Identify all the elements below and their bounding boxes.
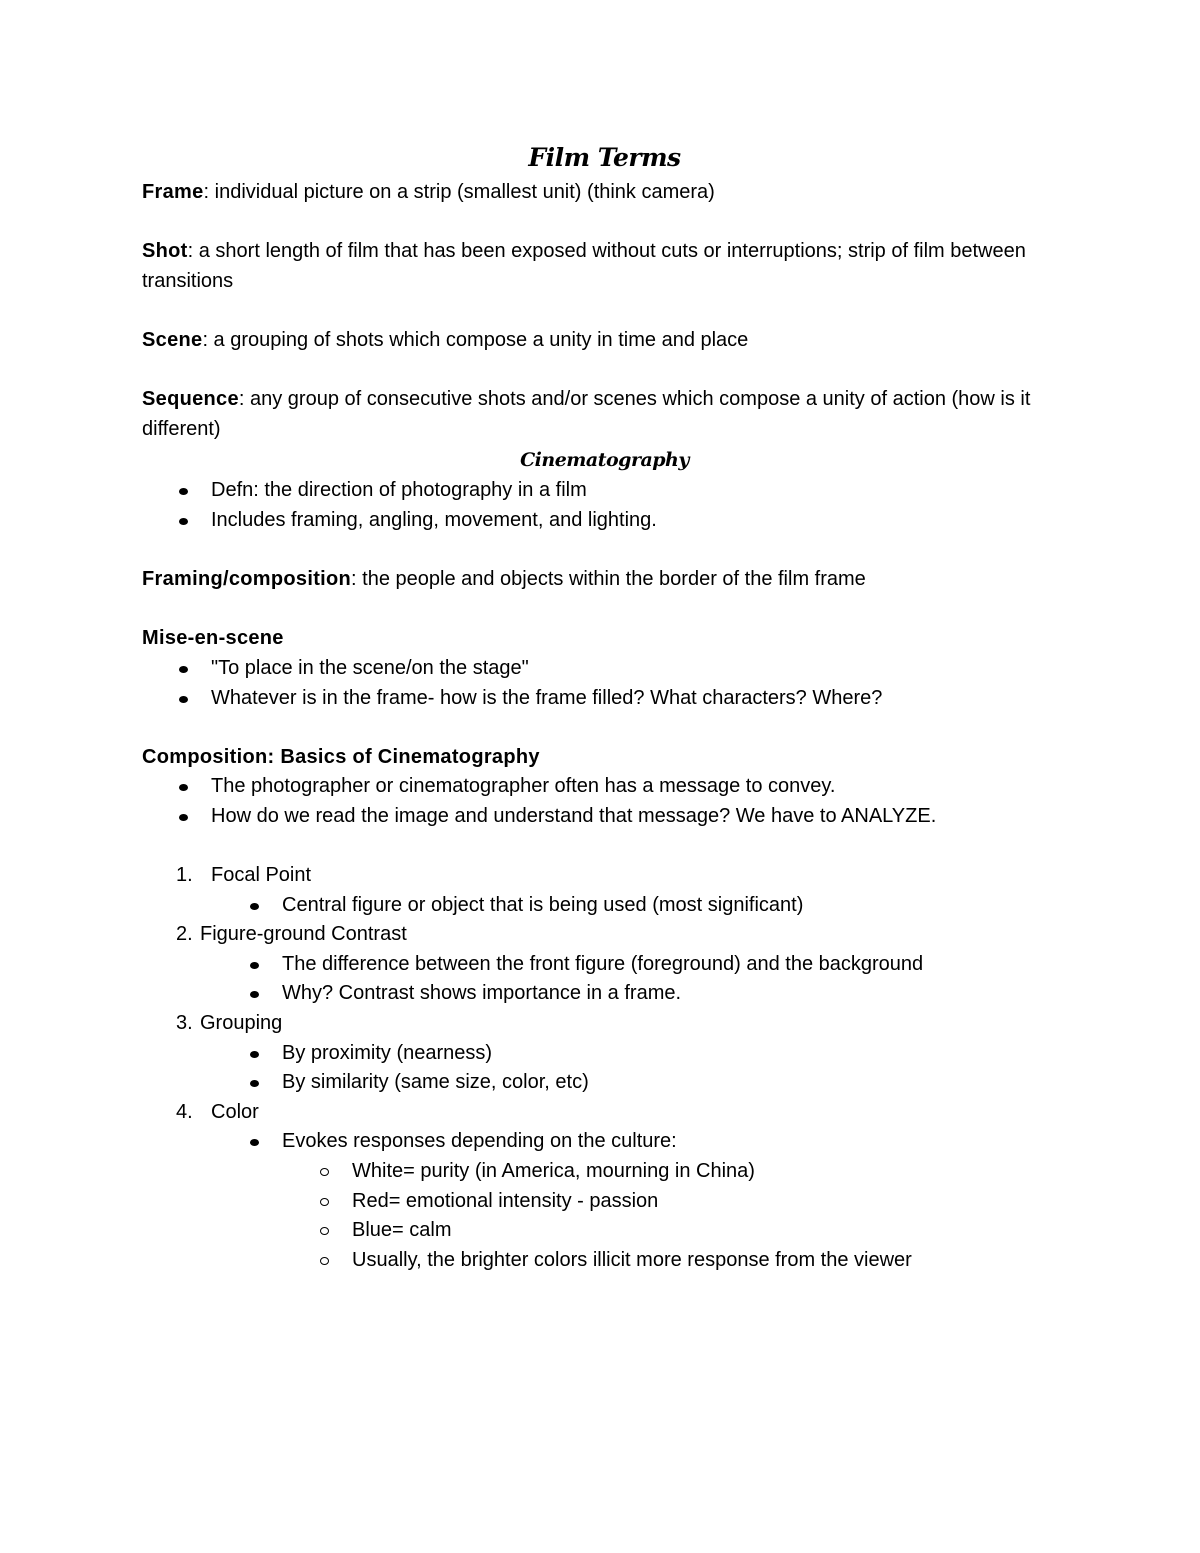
definition-text: : a grouping of shots which compose a unity in time and place: [202, 328, 749, 351]
definition-text: : any group of consecutive shots and/or scenes which compose a unity of action (how is it different): [142, 388, 1031, 440]
list-item: "To place in the scene/on the stage": [142, 654, 1067, 684]
section-heading-mise-en-scene: Mise-en-scene: [142, 627, 284, 650]
section-heading-composition: Composition: Basics of Cinematography: [142, 745, 540, 768]
cinematography-list: [142, 476, 1067, 535]
term: Frame: [142, 181, 204, 203]
definition-text: : individual picture on a strip (smallest unit) (think camera): [203, 181, 715, 203]
item-number: 1.: [176, 864, 193, 887]
definition-frame: [142, 178, 1067, 208]
definition-shot: [142, 237, 1067, 296]
list-item: Whatever is in the frame- how is the frame filled? What characters? Where?: [142, 684, 1067, 714]
term: Framing/composition: [142, 568, 352, 591]
term: Shot: [142, 240, 188, 263]
sub-list-item: Blue= calm: [142, 1216, 1067, 1246]
list-item: Evokes responses depending on the culture:: [142, 1127, 1067, 1157]
item-number: 4.: [176, 1100, 193, 1123]
composition-numbered-list: [142, 861, 1067, 1275]
item-label: Color: [211, 1100, 259, 1123]
item-number: 2.: [176, 923, 193, 946]
item-label: Focal Point: [211, 864, 312, 887]
sub-list-item: White= purity (in America, mourning in China): [142, 1157, 1067, 1187]
definition-framing: [142, 565, 1067, 595]
composition-list: [142, 772, 1067, 831]
page-title: Film Terms: [528, 143, 681, 172]
definition-scene: [142, 326, 1067, 356]
list-item: Central figure or object that is being used (most significant): [142, 891, 1067, 921]
list-item: By similarity (same size, color, etc): [142, 1068, 1067, 1098]
term: Sequence: [142, 388, 239, 411]
sub-list-item: Usually, the brighter colors illicit more response from the viewer: [142, 1246, 1067, 1276]
numbered-item-color: [142, 1098, 1067, 1276]
numbered-item-focal-point: [142, 861, 1067, 920]
item-label: Grouping: [200, 1012, 283, 1035]
list-item: Why? Contrast shows importance in a frame.: [142, 979, 1067, 1009]
item-label: Figure-ground Contrast: [200, 923, 407, 946]
list-item: The difference between the front figure (foreground) and the background: [142, 950, 1067, 980]
list-item: Defn: the direction of photography in a film: [142, 476, 1067, 506]
list-item: By proximity (nearness): [142, 1039, 1067, 1069]
numbered-item-figure-ground: [142, 920, 1067, 1009]
section-heading-cinematography: Cinematography: [520, 449, 689, 472]
definition-sequence: [142, 385, 1067, 444]
item-number: 3.: [176, 1012, 193, 1035]
term: Scene: [142, 328, 203, 351]
sub-list-item: Red= emotional intensity - passion: [142, 1187, 1067, 1217]
definition-text: : a short length of film that has been exposed without cuts or interruptions; strip of film between transitions: [142, 240, 1026, 292]
definition-text: : the people and objects within the border of the film frame: [351, 568, 866, 591]
document-page: [142, 138, 1067, 1275]
numbered-item-grouping: [142, 1009, 1067, 1098]
list-item: How do we read the image and understand that message? We have to ANALYZE.: [142, 802, 1067, 832]
list-item: The photographer or cinematographer often has a message to convey.: [142, 772, 1067, 802]
mise-list: [142, 654, 1067, 713]
list-item: Includes framing, angling, movement, and lighting.: [142, 506, 1067, 536]
